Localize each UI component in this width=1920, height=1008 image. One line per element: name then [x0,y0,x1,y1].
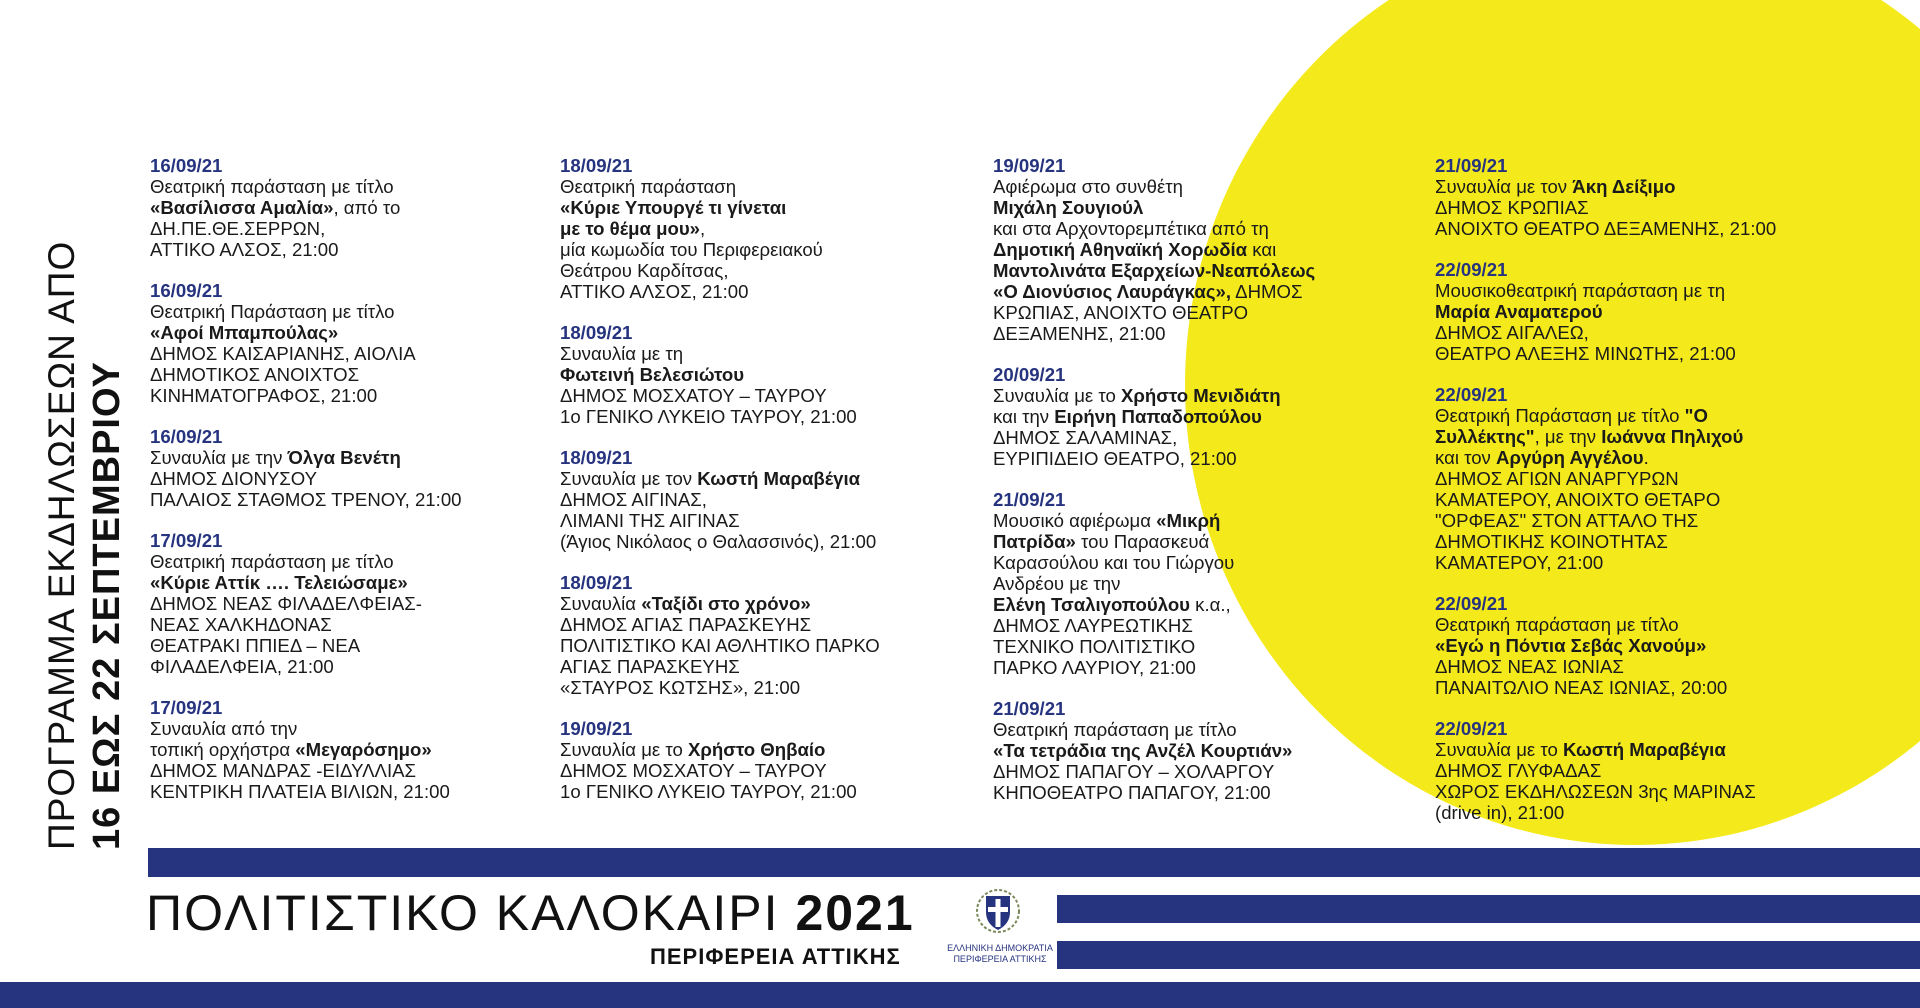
event-line [150,197,570,218]
emblem-caption [945,943,1055,965]
events-column-2 [560,155,980,822]
event-text: ΘΕΑΤΡΟ ΑΛΕΞΗΣ ΜΙΝΩΤΗΣ, 21:00 [1435,343,1736,364]
event-line [560,510,980,531]
event-line [993,281,1413,302]
event-highlight: Άκη Δείξιμο [1572,176,1676,197]
event-text: και τον [1435,447,1497,468]
event-entry [993,155,1413,344]
event-entry [560,322,980,427]
event-line [993,218,1413,239]
event-date: 22/09/21 [1435,384,1508,405]
footer-year: 2021 [795,885,915,941]
event-line [993,594,1413,615]
event-entry [150,530,570,677]
side-title [40,240,130,850]
stripe-mid [1057,895,1920,923]
event-line [993,385,1413,406]
event-line [560,385,980,406]
side-title-line2: 16 ΕΩΣ 22 ΣΕΠΤΕΜΒΡΙΟΥ [86,361,128,850]
event-entry [993,698,1413,803]
event-line [150,468,570,489]
event-date: 18/09/21 [560,447,633,468]
event-text: ΔΗΜΟΤΙΚΗΣ ΚΟΙΝΟΤΗΤΑΣ [1435,531,1668,552]
event-entry [993,489,1413,678]
event-highlight: Φωτεινή Βελεσιώτου [560,364,745,385]
event-line [150,176,570,197]
event-line [993,761,1413,782]
event-text: (drive in), 21:00 [1435,802,1565,823]
stripe-top [148,848,1920,877]
event-text: ΤΕΧΝΙΚΟ ΠΟΛΙΤΙΣΤΙΚΟ [993,636,1196,657]
event-text: ΚΙΝΗΜΑΤΟΓΡΑΦΟΣ, 21:00 [150,385,378,406]
event-text: ΕΥΡΙΠΙΔΕΙΟ ΘΕΑΤΡΟ, 21:00 [993,448,1237,469]
event-line [560,614,980,635]
event-text: Θεατρική παράσταση με τίτλο [150,551,394,572]
event-line [150,656,570,677]
footer-title [146,884,915,942]
event-text: Συναυλία με το [560,739,688,760]
event-line [993,740,1413,761]
event-line [150,572,570,593]
emblem-caption-line2: ΠΕΡΙΦΕΡΕΙΑ ΑΤΤΙΚΗΣ [953,954,1047,964]
stripe-bottom [0,982,1920,1008]
event-line [993,239,1413,260]
event-text: Αφιέρωμα στο συνθέτη [993,176,1183,197]
event-highlight: «Ο Διονύσιος Λαυράγκας», [993,281,1232,302]
event-text: ΔΗ.ΠΕ.ΘΕ.ΣΕΡΡΩΝ, [150,218,326,239]
event-entry [150,155,570,260]
event-text: Θεατρική Παράσταση με τίτλο [1435,405,1685,426]
event-text: και [1247,239,1277,260]
event-line [1435,760,1855,781]
event-line [1435,218,1855,239]
event-line [1435,280,1855,301]
event-line [150,301,570,322]
event-line [993,323,1413,344]
event-highlight: Ειρήνη Παπαδοπούλου [1054,406,1262,427]
event-date: 16/09/21 [150,280,223,301]
event-text: ΠΑΛΑΙΟΣ ΣΤΑΘΜΟΣ ΤΡΕΝΟΥ, 21:00 [150,489,462,510]
event-text: (Άγιος Νικόλαος ο Θαλασσινός), 21:00 [560,531,877,552]
event-date: 20/09/21 [993,364,1066,385]
event-text: ΔΗΜΟΣ ΠΑΠΑΓΟΥ – ΧΟΛΑΡΓΟΥ [993,761,1275,782]
event-line [560,677,980,698]
event-line [1435,510,1855,531]
event-line [993,176,1413,197]
event-entry [560,155,980,302]
event-text: ΔΗΜΟΣ ΝΕΑΣ ΦΙΛΑΔΕΛΦΕΙΑΣ- [150,593,422,614]
event-text: Μουσικοθεατρική παράσταση με τη [1435,280,1726,301]
event-text: ΔΗΜΟΣ ΚΑΙΣΑΡΙΑΝΗΣ, ΑΙΟΛΙΑ [150,343,416,364]
event-date: 17/09/21 [150,530,223,551]
event-text: Θεάτρου Καρδίτσας, [560,260,729,281]
event-highlight: με το θέμα μου» [560,218,700,239]
event-line [560,739,980,760]
event-line [150,635,570,656]
event-line [560,239,980,260]
event-text: ΑΤΤΙΚΟ ΑΛΣΟΣ, 21:00 [560,281,749,302]
event-line [560,281,980,302]
event-line [1435,447,1855,468]
event-text: ΔΗΜΟΣ ΑΙΓΑΛΕΩ, [1435,322,1589,343]
event-date: 22/09/21 [1435,593,1508,614]
event-highlight: Όλγα Βενέτη [287,447,401,468]
event-date: 18/09/21 [560,572,633,593]
event-text: . [1643,447,1649,468]
event-line [560,656,980,677]
event-text: του Παρασκευά [1075,531,1210,552]
event-highlight: Συλλέκτης" [1435,426,1535,447]
event-entry [1435,593,1855,698]
event-text: Θεατρική Παράσταση με τίτλο [150,301,395,322]
event-highlight: Κωστή Μαραβέγια [1562,739,1726,760]
event-text: ΑΝΟΙΧΤΟ ΘΕΑΤΡΟ ΔΕΞΑΜΕΝΗΣ, 21:00 [1435,218,1777,239]
event-line [150,718,570,739]
event-line [993,406,1413,427]
event-line [1435,802,1855,823]
event-date: 16/09/21 [150,155,223,176]
event-date: 21/09/21 [993,698,1066,719]
event-text: ΔΗΜΟΣ ΔΙΟΝΥΣΟΥ [150,468,318,489]
event-line [150,447,570,468]
event-line [560,781,980,802]
event-line [993,615,1413,636]
event-text: και στα Αρχοντορεμπέτικα από τη [993,218,1269,239]
event-line [150,489,570,510]
event-line [993,636,1413,657]
event-entry [150,426,570,510]
event-line [993,448,1413,469]
event-line [1435,531,1855,552]
event-highlight: Ιωάννα Πηλιχού [1601,426,1744,447]
event-line [560,468,980,489]
event-entry [1435,384,1855,573]
event-line [993,719,1413,740]
event-date: 18/09/21 [560,155,633,176]
event-text: Συναυλία με την [150,447,288,468]
event-text: ΔΗΜΟΣ ΣΑΛΑΜΙΝΑΣ, [993,427,1178,448]
event-text: ΔΗΜΟΣ ΓΛΥΦΑΔΑΣ [1435,760,1602,781]
event-text: ΛΙΜΑΝΙ ΤΗΣ ΑΙΓΙΝΑΣ [560,510,740,531]
event-highlight: Χρήστο Μενιδιάτη [1120,385,1281,406]
event-highlight: "Ο [1684,405,1708,426]
event-line [560,343,980,364]
event-highlight: «Τα τετράδια της Ανζέλ Κουρτιάν» [993,740,1293,761]
event-line [1435,426,1855,447]
event-line [993,260,1413,281]
event-date: 19/09/21 [993,155,1066,176]
event-text: Συναυλία με τον [560,468,698,489]
event-text: ΠΑΡΚΟ ΛΑΥΡΙΟΥ, 21:00 [993,657,1196,678]
event-date: 17/09/21 [150,697,223,718]
event-text: κ.α., [1190,594,1231,615]
event-text: ΠΟΛΙΤΙΣΤΙΚΟ ΚΑΙ ΑΘΛΗΤΙΚΟ ΠΑΡΚΟ [560,635,880,656]
event-highlight: Μαρία Αναματερού [1435,301,1603,322]
event-line [1435,176,1855,197]
event-text: Συναυλία με το [1435,739,1563,760]
event-date: 16/09/21 [150,426,223,447]
event-highlight: Δημοτική Αθηναϊκή Χορωδία [993,239,1248,260]
event-text: ΑΤΤΙΚΟ ΑΛΣΟΣ, 21:00 [150,239,339,260]
event-line [150,364,570,385]
event-text: , με την [1534,426,1602,447]
event-text: Θεατρική παράσταση με τίτλο [150,176,394,197]
event-date: 22/09/21 [1435,718,1508,739]
event-highlight: «Μεγαρόσημο» [295,739,432,760]
event-text: «ΣΤΑΥΡΟΣ ΚΩΤΣΗΣ», 21:00 [560,677,801,698]
event-line [150,593,570,614]
event-text: Συναυλία με τον [1435,176,1573,197]
event-line [1435,552,1855,573]
event-highlight: Μαντολινάτα Εξαρχείων-Νεαπόλεως [993,260,1316,281]
event-highlight: Αργύρη Αγγέλου [1496,447,1644,468]
event-text: , [699,218,706,239]
event-line [1435,614,1855,635]
event-line [993,427,1413,448]
event-line [993,197,1413,218]
footer-subtitle: ΠΕΡΙΦΕΡΕΙΑ ΑΤΤΙΚΗΣ [650,944,901,969]
event-line [1435,489,1855,510]
event-line [1435,468,1855,489]
event-entry [560,572,980,698]
event-highlight: «Βασίλισσα Αμαλία» [150,197,334,218]
event-line [560,197,980,218]
event-text: ΔΕΞΑΜΕΝΗΣ, 21:00 [993,323,1166,344]
event-line [560,531,980,552]
event-text: ΔΗΜΟΣ [1231,281,1303,302]
event-line [993,510,1413,531]
event-text: ΑΓΙΑΣ ΠΑΡΑΣΚΕΥΗΣ [560,656,740,677]
greek-emblem-icon [975,888,1021,934]
event-text: ΘΕΑΤΡΑΚΙ ΠΠΙΕΔ – ΝΕΑ [150,635,361,656]
event-text: "ΟΡΦΕΑΣ" ΣΤΟΝ ΑΤΤΑΛΟ ΤΗΣ [1435,510,1699,531]
event-text: , από το [333,197,401,218]
event-text: ΔΗΜΟΣ ΑΓΙΑΣ ΠΑΡΑΣΚΕΥΗΣ [560,614,812,635]
event-line [150,551,570,572]
event-entry [560,718,980,802]
event-line [1435,301,1855,322]
event-highlight: Ελένη Τσαλιγοπούλου [993,594,1191,615]
event-entry [1435,155,1855,239]
event-entry [150,280,570,406]
event-line [993,531,1413,552]
events-column-3 [993,155,1413,823]
event-text: ΔΗΜΟΣ ΜΑΝΔΡΑΣ -ΕΙΔΥΛΛΙΑΣ [150,760,417,781]
event-entry [150,697,570,802]
event-highlight: «Αφοί Μπαμπούλας» [150,322,339,343]
event-entry [560,447,980,552]
event-date: 21/09/21 [993,489,1066,510]
event-text: ΠΑΝΑΙΤΩΛΙΟ ΝΕΑΣ ΙΩΝΙΑΣ, 20:00 [1435,677,1728,698]
footer-title-text: ΠΟΛΙΤΙΣΤΙΚΟ ΚΑΛΟΚΑΙΡΙ [146,885,780,941]
event-text: Συναυλία [560,593,642,614]
event-highlight: «Κύριε Υπουργέ τι γίνεται [560,197,787,218]
stripe-lower [1057,941,1920,969]
event-text: Μουσικό αφιέρωμα [993,510,1157,531]
event-text: Ανδρέου με την [993,573,1121,594]
event-line [150,385,570,406]
event-highlight: Μιχάλη Σουγιούλ [993,197,1144,218]
event-text: Συναυλία με το [993,385,1121,406]
event-line [1435,739,1855,760]
event-text: 1ο ΓΕΝΙΚΟ ΛΥΚΕΙΟ ΤΑΥΡΟΥ, 21:00 [560,781,857,802]
event-highlight: «Εγώ η Πόντια Σεβάς Χανούμ» [1435,635,1707,656]
event-line [150,322,570,343]
event-line [1435,677,1855,698]
event-text: ΚΑΜΑΤΕΡΟΥ, ΑΝΟΙΧΤΟ ΘΕΤΑΡΟ [1435,489,1721,510]
emblem-caption-line1: ΕΛΛΗΝΙΚΗ ΔΗΜΟΚΡΑΤΙΑ [947,943,1053,953]
event-line [560,218,980,239]
event-text: ΔΗΜΟΣ ΜΟΣΧΑΤΟΥ – ΤΑΥΡΟΥ [560,760,827,781]
event-line [1435,322,1855,343]
event-entry [993,364,1413,469]
event-text: ΔΗΜΟΤΙΚΟΣ ΑΝΟΙΧΤΟΣ [150,364,360,385]
event-line [560,260,980,281]
event-line [560,635,980,656]
event-line [1435,405,1855,426]
event-text: 1ο ΓΕΝΙΚΟ ΛΥΚΕΙΟ ΤΑΥΡΟΥ, 21:00 [560,406,857,427]
event-line [560,593,980,614]
event-line [993,552,1413,573]
event-text: και την [993,406,1055,427]
event-line [150,614,570,635]
event-highlight: Χρήστο Θηβαίο [687,739,826,760]
event-line [150,739,570,760]
events-column-1 [150,155,570,822]
event-text: ΚΑΜΑΤΕΡΟΥ, 21:00 [1435,552,1604,573]
event-line [1435,781,1855,802]
event-text: Θεατρική παράσταση με τίτλο [993,719,1237,740]
event-date: 19/09/21 [560,718,633,739]
event-line [1435,635,1855,656]
event-text: Θεατρική παράσταση με τίτλο [1435,614,1679,635]
event-text: ΔΗΜΟΣ ΛΑΥΡΕΩΤΙΚΗΣ [993,615,1193,636]
event-line [150,343,570,364]
event-text: ΔΗΜΟΣ ΚΡΩΠΙΑΣ [1435,197,1589,218]
event-entry [1435,259,1855,364]
event-text: ΦΙΛΑΔΕΛΦΕΙΑ, 21:00 [150,656,334,677]
event-text: ΔΗΜΟΣ ΑΙΓΙΝΑΣ, [560,489,707,510]
event-line [150,760,570,781]
event-date: 22/09/21 [1435,259,1508,280]
event-line [560,760,980,781]
event-text: Συναυλία από την [150,718,298,739]
event-highlight: Πατρίδα» [993,531,1076,552]
event-highlight: «Ταξίδι στο χρόνο» [641,593,811,614]
event-text: ΝΕΑΣ ΧΑΛΚΗΔΟΝΑΣ [150,614,332,635]
event-line [560,364,980,385]
event-line [1435,656,1855,677]
event-highlight: «Μικρή [1156,510,1221,531]
events-column-4 [1435,155,1855,843]
event-text: ΧΩΡΟΣ ΕΚΔΗΛΩΣΕΩΝ 3ης ΜΑΡΙΝΑΣ [1435,781,1756,802]
event-line [1435,343,1855,364]
event-line [560,489,980,510]
event-date: 18/09/21 [560,322,633,343]
event-line [993,657,1413,678]
event-text: Καρασούλου και του Γιώργου [993,552,1235,573]
event-date: 21/09/21 [1435,155,1508,176]
event-highlight: Κωστή Μαραβέγια [697,468,861,489]
event-line [150,781,570,802]
event-text: ΔΗΜΟΣ ΝΕΑΣ ΙΩΝΙΑΣ [1435,656,1624,677]
event-line [993,782,1413,803]
event-text: μία κωμωδία του Περιφερειακού [560,239,823,260]
event-line [150,218,570,239]
event-highlight: «Κύριε Αττίκ …. Τελειώσαμε» [150,572,408,593]
event-text: ΚΕΝΤΡΙΚΗ ΠΛΑΤΕΙΑ ΒΙΛΙΩΝ, 21:00 [150,781,450,802]
event-text: ΔΗΜΟΣ ΑΓΙΩΝ ΑΝΑΡΓΥΡΩΝ [1435,468,1679,489]
event-line [560,176,980,197]
event-text: Θεατρική παράσταση [560,176,737,197]
event-line [150,239,570,260]
event-text: Συναυλία με τη [560,343,684,364]
event-text: ΚΗΠΟΘΕΑΤΡΟ ΠΑΠΑΓΟΥ, 21:00 [993,782,1271,803]
event-line [1435,197,1855,218]
event-text: ΚΡΩΠΙΑΣ, ΑΝΟΙΧΤΟ ΘΕΑΤΡΟ [993,302,1249,323]
event-line [993,302,1413,323]
event-text: ΔΗΜΟΣ ΜΟΣΧΑΤΟΥ – ΤΑΥΡΟΥ [560,385,827,406]
event-entry [1435,718,1855,823]
event-line [993,573,1413,594]
event-text: τοπική ορχήστρα [150,739,296,760]
side-title-line1: ΠΡΟΓΡΑΜΜΑ ΕΚΔΗΛΩΣΕΩΝ ΑΠΟ [41,240,82,850]
event-line [560,406,980,427]
